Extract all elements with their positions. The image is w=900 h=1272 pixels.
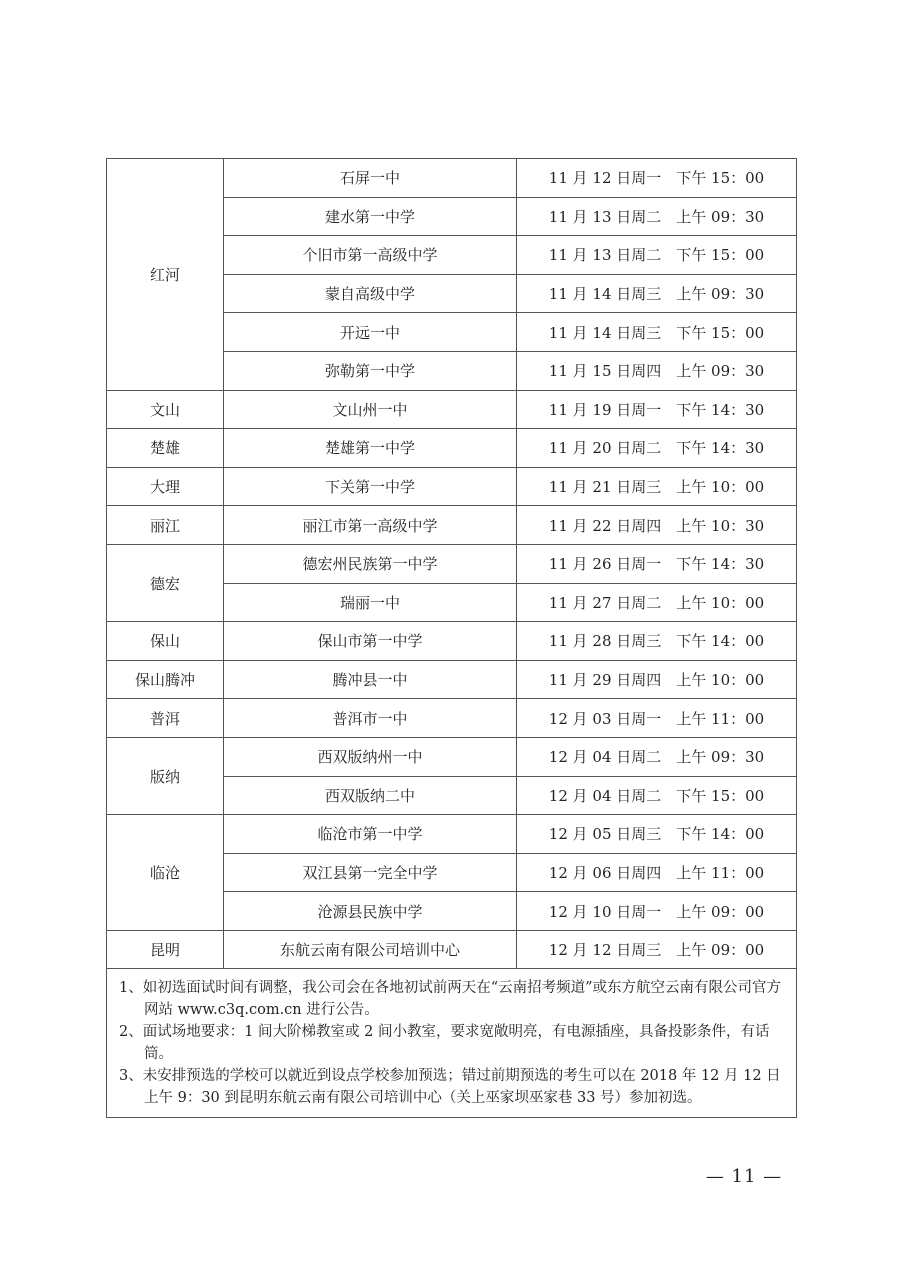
time-cell: 11 月 13 日周二 下午 15：00 (517, 236, 797, 275)
school-cell: 西双版纳二中 (224, 776, 517, 815)
school-cell: 临沧市第一中学 (224, 815, 517, 854)
table-row (107, 699, 797, 738)
school-cell: 双江县第一完全中学 (224, 853, 517, 892)
notes-cell (107, 969, 797, 1118)
schedule-body (107, 159, 797, 969)
region-cell: 保山 (107, 622, 224, 661)
region-cell: 版纳 (107, 737, 224, 814)
region-cell: 德宏 (107, 544, 224, 621)
school-cell: 普洱市一中 (224, 699, 517, 738)
school-cell: 德宏州民族第一中学 (224, 544, 517, 583)
time-cell: 12 月 05 日周三 下午 14：00 (517, 815, 797, 854)
region-cell: 大理 (107, 467, 224, 506)
time-cell: 11 月 20 日周二 下午 14：30 (517, 429, 797, 468)
school-cell: 沧源县民族中学 (224, 892, 517, 931)
table-row (107, 622, 797, 661)
time-cell: 11 月 29 日周四 上午 10：00 (517, 660, 797, 699)
note-3: 3、未安排预选的学校可以就近到设点学校参加预选；错过前期预选的考生可以在 2018 年 12 月 12 日上午 9：30 到昆明东航云南有限公司培训中心（关上巫家坝巫家巷 33 号）参加初选。 (119, 1068, 781, 1107)
school-cell: 石屏一中 (224, 159, 517, 198)
school-cell: 东航云南有限公司培训中心 (224, 930, 517, 969)
school-cell: 楚雄第一中学 (224, 429, 517, 468)
region-cell: 丽江 (107, 506, 224, 545)
time-cell: 12 月 12 日周三 上午 09：00 (517, 930, 797, 969)
notes-row (107, 969, 797, 1118)
school-cell: 瑞丽一中 (224, 583, 517, 622)
time-cell: 11 月 14 日周三 上午 09：30 (517, 274, 797, 313)
school-cell: 保山市第一中学 (224, 622, 517, 661)
region-cell: 文山 (107, 390, 224, 429)
note-1: 1、如初选面试时间有调整，我公司会在各地初试前两天在“云南招考频道”或东方航空云南有限公司官方网站 www.c3q.com.cn 进行公告。 (119, 980, 782, 1019)
page-number: — 11 — (705, 1166, 783, 1187)
school-cell: 弥勒第一中学 (224, 351, 517, 390)
table-row (107, 467, 797, 506)
time-cell: 12 月 06 日周四 上午 11：00 (517, 853, 797, 892)
table-row (107, 660, 797, 699)
time-cell: 11 月 14 日周三 下午 15：00 (517, 313, 797, 352)
time-cell: 11 月 12 日周一 下午 15：00 (517, 159, 797, 198)
time-cell: 11 月 19 日周一 下午 14：30 (517, 390, 797, 429)
time-cell: 12 月 10 日周一 上午 09：00 (517, 892, 797, 931)
table-row (107, 930, 797, 969)
time-cell: 11 月 26 日周一 下午 14：30 (517, 544, 797, 583)
time-cell: 12 月 03 日周一 上午 11：00 (517, 699, 797, 738)
table-row (107, 544, 797, 583)
school-cell: 文山州一中 (224, 390, 517, 429)
time-cell: 11 月 15 日周四 上午 09：30 (517, 351, 797, 390)
region-cell: 保山腾冲 (107, 660, 224, 699)
region-cell: 临沧 (107, 815, 224, 931)
region-cell: 普洱 (107, 699, 224, 738)
time-cell: 12 月 04 日周二 上午 09：30 (517, 737, 797, 776)
interview-schedule-table (106, 158, 797, 1118)
school-cell: 个旧市第一高级中学 (224, 236, 517, 275)
time-cell: 11 月 22 日周四 上午 10：30 (517, 506, 797, 545)
region-cell: 红河 (107, 159, 224, 391)
time-cell: 11 月 27 日周二 上午 10：00 (517, 583, 797, 622)
school-cell: 西双版纳州一中 (224, 737, 517, 776)
table-row (107, 737, 797, 776)
table-row (107, 815, 797, 854)
table-row (107, 159, 797, 198)
table-row (107, 390, 797, 429)
school-cell: 下关第一中学 (224, 467, 517, 506)
note-2: 2、面试场地要求：1 间大阶梯教室或 2 间小教室，要求宽敞明亮，有电源插座，具备投影条件，有话筒。 (119, 1024, 770, 1063)
region-cell: 昆明 (107, 930, 224, 969)
time-cell: 12 月 04 日周二 下午 15：00 (517, 776, 797, 815)
table-row (107, 506, 797, 545)
time-cell: 11 月 28 日周三 下午 14：00 (517, 622, 797, 661)
region-cell: 楚雄 (107, 429, 224, 468)
school-cell: 建水第一中学 (224, 197, 517, 236)
school-cell: 腾冲县一中 (224, 660, 517, 699)
school-cell: 开远一中 (224, 313, 517, 352)
time-cell: 11 月 13 日周二 上午 09：30 (517, 197, 797, 236)
school-cell: 丽江市第一高级中学 (224, 506, 517, 545)
table-row (107, 429, 797, 468)
time-cell: 11 月 21 日周三 上午 10：00 (517, 467, 797, 506)
school-cell: 蒙自高级中学 (224, 274, 517, 313)
